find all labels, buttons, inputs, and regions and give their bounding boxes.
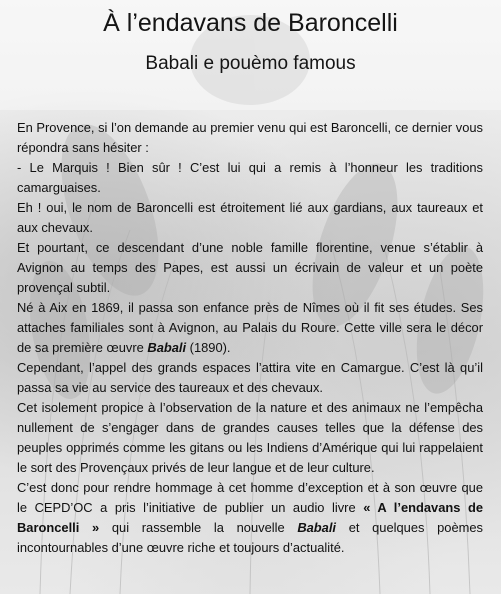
paragraph-causes: Cet isolement propice à l’observation de la nature et des animaux ne l’empêcha nullement de s’engager dans de grandes causes telles que la défense des peuples opprimés comme les gitans ou les Indiens d’Amérique qui lui rappelaient le sort des Provençaux privés de leur langue et de leur culture. [17, 400, 483, 475]
paragraph-audiobook-end: et quelques poèmes incontournables d’une œuvre riche et toujours d’actualité. [17, 520, 484, 555]
work-title-babali: Babali [147, 340, 187, 355]
audiobook-title: « A l’endavans de Baroncelli » [17, 500, 483, 535]
paragraph-camargue: Cependant, l’appel des grands espaces l’attira vite en Camargue. C’est là qu’il passa sa vie au service des taureaux et des chevaux. [17, 360, 483, 395]
paragraph-origins: Et pourtant, ce descendant d’une noble famille florentine, venue s’établir à Avignon au temps des Papes, est aussi un écrivain de valeur et un poète provençal subtil. [17, 240, 483, 295]
page-title: À l’endavans de Baroncelli [103, 9, 398, 37]
paragraph-birth-end: (1890). [186, 340, 231, 355]
paragraph-birth [17, 298, 483, 358]
work-title-babali-2: Babali [297, 520, 337, 535]
page-subtitle: Babali e pouèmo famous [145, 53, 356, 74]
paragraph-audiobook-text: C’est donc pour rendre hommage à cet homme d’exception et à son œuvre que le CEPD’OC a pris l’initiative de publier un audio livre [17, 480, 483, 515]
paragraph-gardians: Eh ! oui, le nom de Baroncelli est étroitement lié aux gardians, aux taureaux et aux chevaux. [17, 200, 483, 235]
paragraph-audiobook [17, 478, 483, 558]
article-body [17, 118, 483, 558]
paragraph-birth-text: Né à Aix en 1869, il passa son enfance près de Nîmes où il fit ses études. Ses attaches familiales sont à Avignon, au Palais du Roure. Cette ville sera le décor de sa première œuvre [17, 300, 483, 355]
paragraph-intro: En Provence, si l’on demande au premier venu qui est Baroncelli, ce dernier vous répondra sans hésiter : [17, 120, 483, 155]
paragraph-quote: - Le Marquis ! Bien sûr ! C’est lui qui a remis à l’honneur les traditions camarguaises. [17, 160, 483, 195]
paragraph-audiobook-mid: qui rassemble la nouvelle [99, 520, 298, 535]
